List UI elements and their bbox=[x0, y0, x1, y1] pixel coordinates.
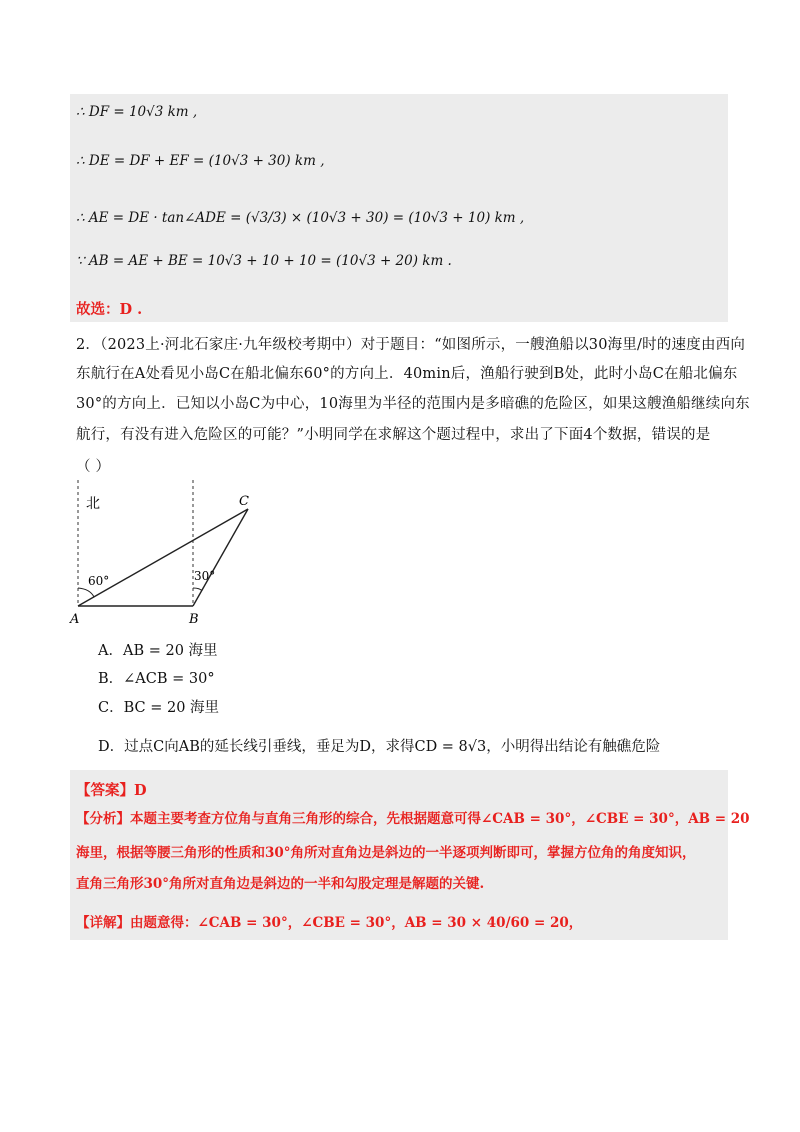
point-c-label: C bbox=[239, 494, 249, 509]
question-paren: （ ） bbox=[76, 459, 111, 475]
question-line-3: 30°的方向上．已知以小岛C为中心，10海里为半径的范围内是多暗礁的危险区，如果这艘渔船继续向东 bbox=[76, 396, 750, 412]
segment-ac bbox=[78, 509, 248, 606]
detail-line bbox=[76, 911, 582, 931]
solution-line-1: ∴ DF = 10√3 km , bbox=[76, 104, 198, 120]
option-a[interactable]: A．AB = 20 海里 bbox=[98, 643, 218, 659]
solution-line-3: ∴ AE = DE · tan∠ADE = (√3/3) × (10√3 + 30) = (10√3 + 10) km , bbox=[76, 210, 525, 226]
analysis-line-1: 【分析】本题主要考查方位角与直角三角形的综合，先根据题意可得∠CAB = 30°，∠CBE = 30°，AB = 20 bbox=[76, 811, 750, 827]
solution-line-4: ∵ AB = AE + BE = 10√3 + 10 + 10 = (10√3 + 20) km . bbox=[76, 253, 452, 269]
detail-text: 【详解】由题意得：∠CAB = 30°，∠CBE = 30°，AB = 30 × 40/60 = 20， bbox=[76, 915, 583, 931]
option-d[interactable]: D．过点C向AB的延长线引垂线，垂足为D，求得CD = 8√3，小明得出结论有触礁危险 bbox=[98, 739, 661, 755]
angle-arc-a bbox=[78, 588, 94, 597]
point-a-label: A bbox=[70, 612, 80, 626]
solution-answer: 故选：D . bbox=[76, 301, 143, 318]
question-line-2: 东航行在A处看见小岛C在船北偏东60°的方向上．40min后，渔船行驶到B处，此时小岛C在船北偏东 bbox=[76, 366, 738, 382]
point-b-label: B bbox=[189, 612, 199, 626]
solution-line-2: ∴ DE = DF + EF = (10√3 + 30) km , bbox=[76, 153, 325, 169]
question-line-1: 2．（2023上·河北石家庄·九年级校考期中）对于题目：“如图所示，一艘渔船以30海里/时的速度由西向 bbox=[76, 337, 746, 353]
north-label: 北 bbox=[86, 496, 100, 512]
analysis-line-3: 直角三角形30°角所对直角边是斜边的一半和勾股定理是解题的关键. bbox=[76, 876, 485, 892]
option-b[interactable]: B．∠ACB = 30° bbox=[98, 671, 215, 687]
analysis-line-2: 海里，根据等腰三角形的性质和30°角所对直角边是斜边的一半逐项判断即可，掌握方位角的角度知识， bbox=[76, 845, 696, 861]
solution-block bbox=[70, 94, 728, 322]
question-line-4: 航行，有没有进入危险区的可能？”小明同学在求解这个题过程中，求出了下面4个数据，错误的是 bbox=[76, 427, 711, 443]
angle-b-label: 30° bbox=[194, 569, 216, 583]
answer-label: 【答案】D bbox=[76, 782, 147, 799]
segment-bc bbox=[193, 509, 248, 606]
option-c[interactable]: C．BC = 20 海里 bbox=[98, 700, 220, 716]
geometry-figure bbox=[60, 476, 270, 626]
angle-arc-b bbox=[193, 588, 202, 591]
angle-a-label: 60° bbox=[88, 574, 110, 588]
